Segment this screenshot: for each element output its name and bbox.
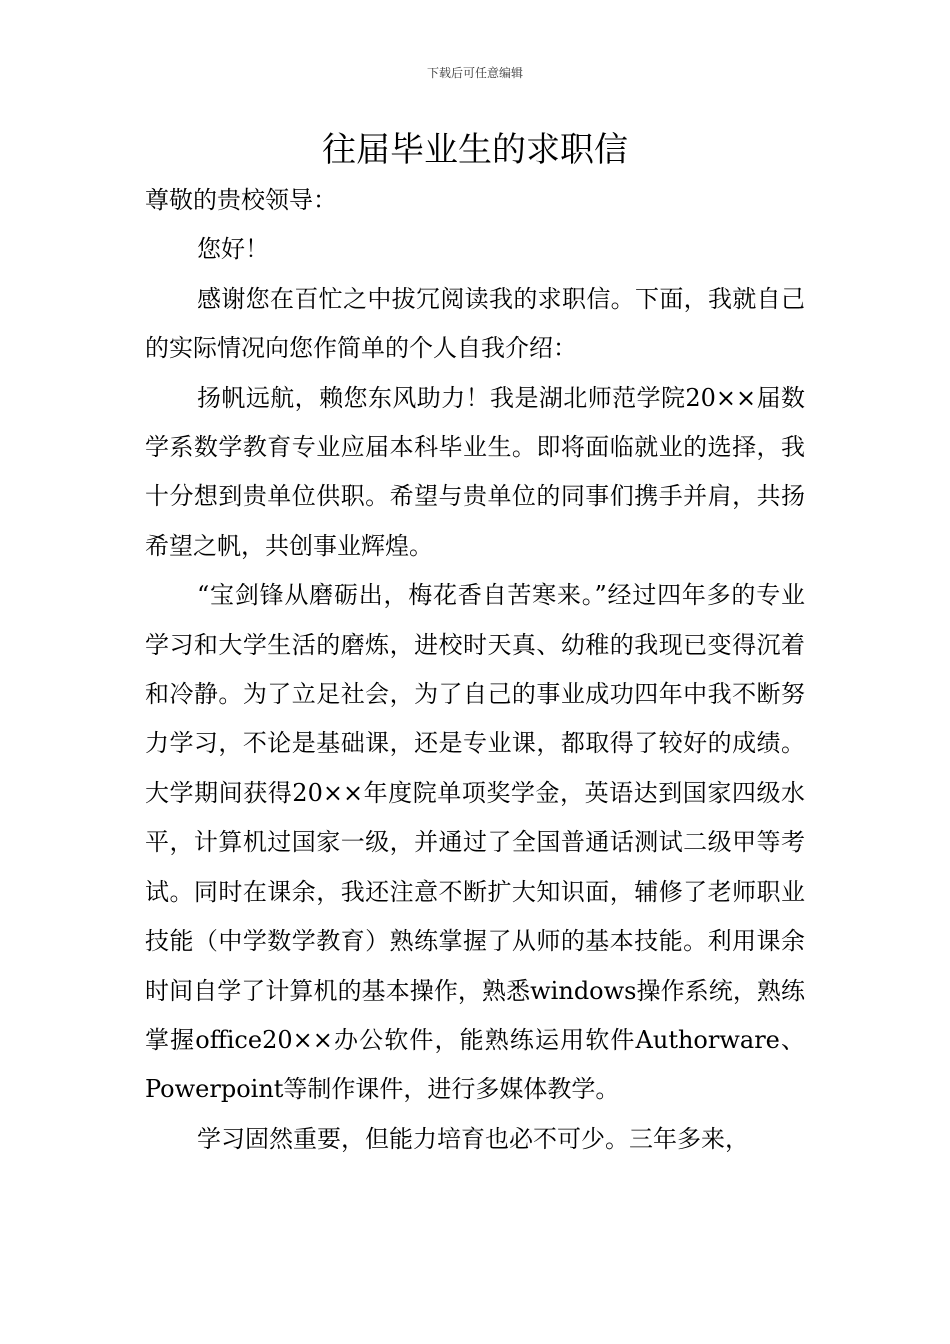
document-title: 往届毕业生的求职信 xyxy=(322,130,628,170)
paragraph-intro: 感谢您在百忙之中拔冗阅读我的求职信。下面，我就自己的实际情况向您作简单的个人自我介绍： xyxy=(145,284,805,363)
page-header-note: 下载后可任意编辑 xyxy=(426,66,523,80)
paragraph-background: 扬帆远航，赖您东风助力！我是湖北师范学院20××届数学系数学教育专业应届本科毕业生。即将面临就业的选择，我十分想到贵单位供职。希望与贵单位的同事们携手并肩，共扬希望之帆，共创事业辉煌。 xyxy=(145,383,805,560)
greeting: 您好！ xyxy=(197,235,269,264)
paragraph-ability: 学习固然重要，但能力培育也必不可少。三年多来， xyxy=(197,1124,749,1153)
letter-body xyxy=(145,176,805,1164)
salutation: 尊敬的贵校领导： xyxy=(145,186,337,214)
paragraph-study: “宝剑锋从磨砺出，梅花香自苦寒来。”经过四年多的专业学习和大学生活的磨炼，进校时天真、幼稚的我现已变得沉着和冷静。为了立足社会，为了自己的事业成功四年中我不断努力学习，不论是基础课，还是专业课，都取得了较好的成绩。大学期间获得20××年度院单项奖学金，英语达到国家四级水平，计算机过国家一级，并通过了全国普通话测试二级甲等考试。同时在课余，我还注意不断扩大知识面，辅修了老师职业技能（中学数学教育）熟练掌握了从师的基本技能。利用课余时间自学了计算机的基本操作，熟悉windows操作系统，熟练掌握office20××办公软件，能熟练运用软件Authorware、Powerpoint等制作课件，进行多媒体教学。 xyxy=(145,581,805,1104)
